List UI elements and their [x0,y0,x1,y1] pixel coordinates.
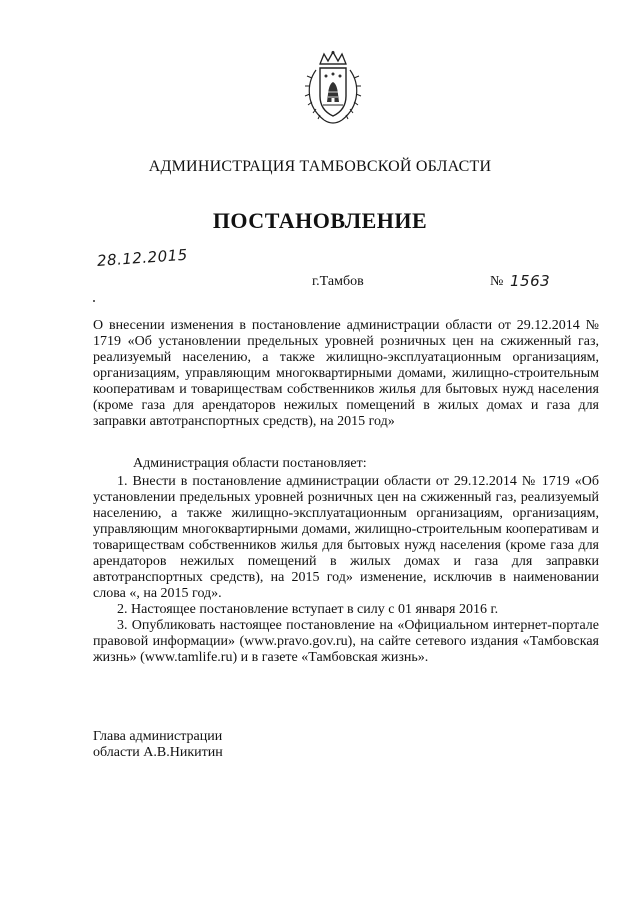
body-item-3: 3. Опубликовать настоящее постановление на «Официальном интернет-портале правовой информации» (www.pravo.gov.ru), на сайте сетевого издания «Тамбовская жизнь» (www.tamlife.ru) и в газете «Тамбовская жизнь». [93,618,599,665]
body-item-2: 2. Настоящее постановление вступает в силу с 01 января 2016 г. [117,602,499,617]
document-body [93,456,599,666]
document-city: г.Тамбов [312,274,364,289]
signature-block [93,729,223,761]
document-subject [93,318,599,430]
stray-mark [93,300,95,302]
body-item-1: 1. Внести в постановление администрации области от 29.12.2014 № 1719 «Об установлении предельных уровней розничных цен на сжиженный газ, реализуемый населению, а также жилищно-эксплуатационным организациям, организациям, управляющим многоквартирными домами, жилищно-строительным кооперативам и товариществам собственников жилья для бытовых нужд населения (кроме газа для арендаторов нежилых помещений в жилых домах и газа для заправки автотранспортных средств), на 2015 год» изменение, исключив в наименовании слова «, на 2015 год». [93,474,599,601]
document-number-label: № [490,274,504,289]
document-number: 1563 [510,272,551,290]
organization-name: АДМИНИСТРАЦИЯ ТАМБОВСКОЙ ОБЛАСТИ [148,158,492,175]
coat-of-arms-icon [302,50,364,128]
subject-text: О внесении изменения в постановление администрации области от 29.12.2014 № 1719 «Об установлении предельных уровней розничных цен на сжиженный газ, реализуемый населению, а также жилищно-эксплуатационным организациям, организациям, управляющим многоквартирными домами, жилищно-строительным кооперативам и товариществам собственников жилья для бытовых нужд населения (кроме газа для арендаторов нежилых помещений в жилых домах и газа для заправки автотранспортных средств), на 2015 год» [93,318,599,429]
signature-name: области А.В.Никитин [93,745,223,760]
document-date: 28.12.2015 [96,245,189,270]
signature-position: Глава администрации [93,729,223,744]
document-type-title: ПОСТАНОВЛЕНИЕ [212,208,428,233]
body-lead: Администрация области постановляет: [133,456,367,471]
